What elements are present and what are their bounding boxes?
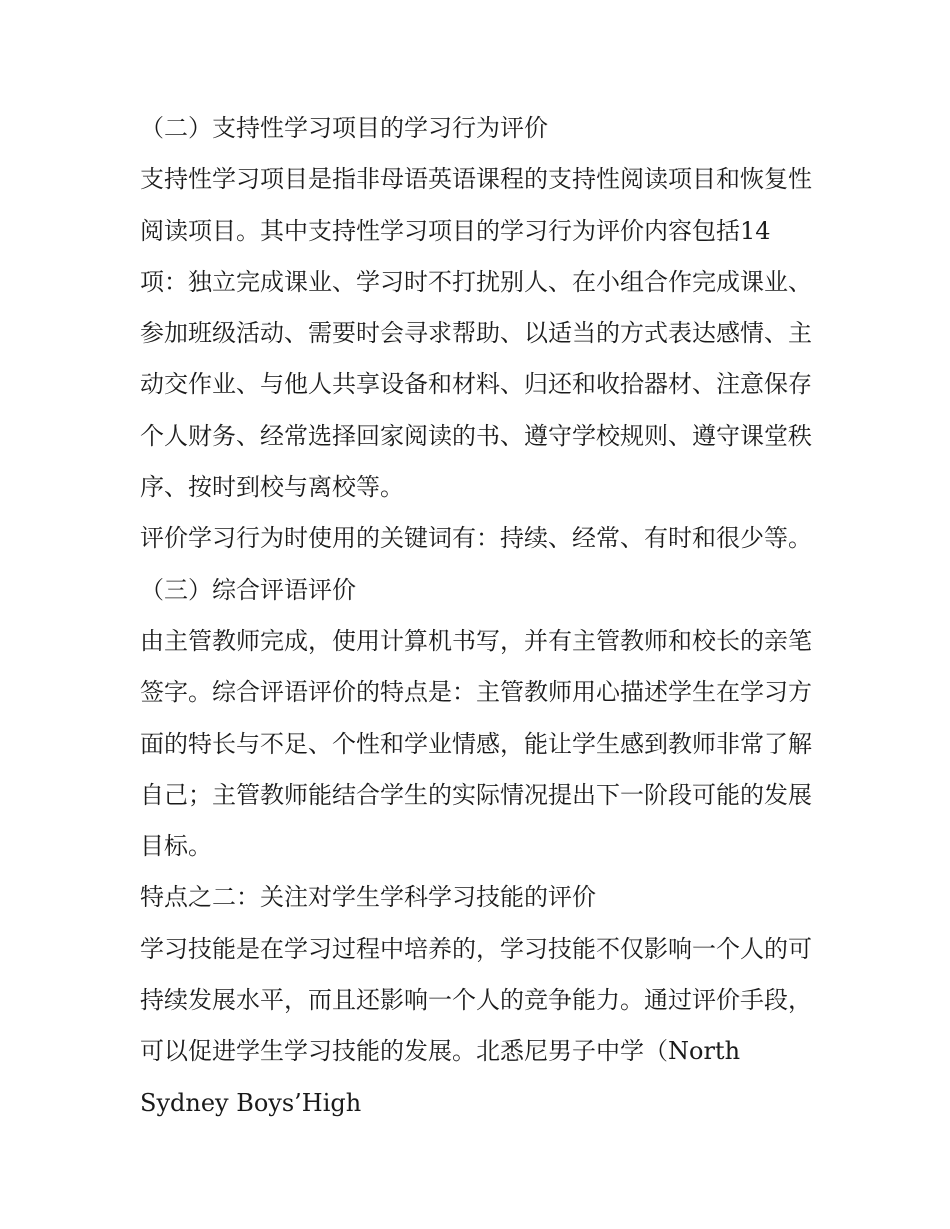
section-heading-supportive-learning: （二）支持性学习项目的学习行为评价 — [140, 114, 548, 142]
document-body — [140, 103, 815, 1129]
paragraph-supportive-learning-content: 支持性学习项目是指非母语英语课程的支持性阅读项目和恢复性阅读项目。其中支持性学习项目的学习行为评价内容包括14项：独立完成课业、学习时不打扰别人、在小组合作完成课业、参加班级活动、需要时会寻求帮助、以适当的方式表达感情、主动交作业、与他人共享设备和材料、归还和收拾器材、注意保存个人财务、经常选择回家阅读的书、遵守学校规则、遵守课堂秩序、按时到校与离校等。 — [140, 165, 812, 502]
paragraph-learning-skills: 学习技能是在学习过程中培养的，学习技能不仅影响一个人的可持续发展水平，而且还影响一个人的竞争能力。通过评价手段，可以促进学生学习技能的发展。北悉尼男子中学（North Sydney Boys’High — [140, 934, 812, 1117]
section-heading-learning-skills: 特点之二：关注对学生学科学习技能的评价 — [140, 883, 596, 912]
paragraph-comprehensive-comments: 由主管教师完成，使用计算机书写，并有主管教师和校长的亲笔签字。综合评语评价的特点是：主管教师用心描述学生在学习方面的特长与不足、个性和学业情感，能让学生感到教师非常了解自己；主管教师能结合学生的实际情况提出下一阶段可能的发展目标。 — [140, 626, 812, 861]
paragraph-keywords-and-heading-comprehensive-comments: 评价学习行为时使用的关键词有：持续、经常、有时和很少等。 （三）综合评语评价 — [140, 524, 812, 604]
